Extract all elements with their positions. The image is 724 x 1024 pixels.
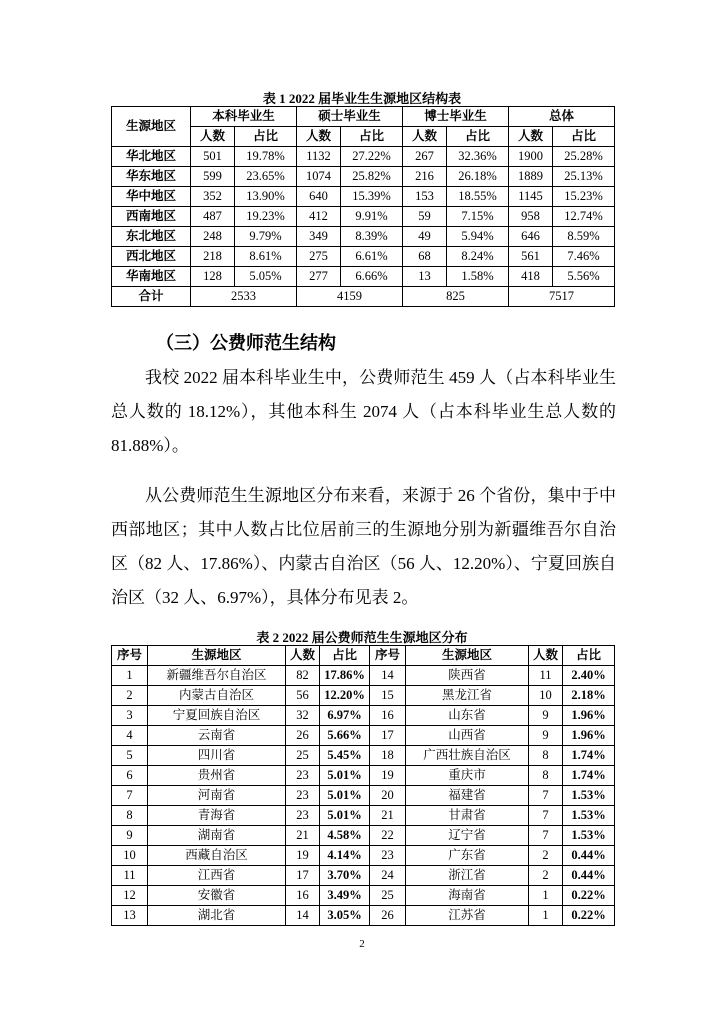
total-row: [112, 287, 615, 307]
ratio-cell: 2.40%: [563, 666, 615, 686]
table-row: [112, 746, 615, 766]
count-cell: 1889: [509, 167, 553, 187]
region-cell: 重庆市: [406, 766, 529, 786]
count-cell: 59: [403, 207, 447, 227]
ratio-cell: 15.23%: [553, 187, 615, 207]
ratio-cell: 13.90%: [235, 187, 297, 207]
no-cell: 25: [370, 886, 406, 906]
ratio-cell: 12.20%: [320, 686, 370, 706]
no-cell: 13: [112, 906, 148, 926]
count-cell: 501: [191, 147, 235, 167]
region-cell: 西藏自治区: [148, 846, 286, 866]
region-cell: 山西省: [406, 726, 529, 746]
ratio-cell: 19.23%: [235, 207, 297, 227]
no-cell: 15: [370, 686, 406, 706]
ratio-cell: 18.55%: [447, 187, 509, 207]
count-cell: 9: [529, 726, 563, 746]
region-cell: 广西壮族自治区: [406, 746, 529, 766]
ratio-cell: 25.28%: [553, 147, 615, 167]
count-cell: 640: [297, 187, 341, 207]
count-cell: 1132: [297, 147, 341, 167]
header-group: 博士毕业生: [403, 107, 509, 127]
region-cell: 广东省: [406, 846, 529, 866]
ratio-cell: 8.39%: [341, 227, 403, 247]
count-cell: 23: [286, 786, 320, 806]
ratio-cell: 5.01%: [320, 786, 370, 806]
header-ratio: 占比: [341, 127, 403, 147]
no-cell: 20: [370, 786, 406, 806]
count-cell: 599: [191, 167, 235, 187]
count-cell: 1145: [509, 187, 553, 207]
ratio-cell: 5.56%: [553, 267, 615, 287]
header-ratio: 占比: [447, 127, 509, 147]
header-region: 生源地区: [406, 646, 529, 666]
count-cell: 8: [529, 766, 563, 786]
count-cell: 418: [509, 267, 553, 287]
region-cell: 浙江省: [406, 866, 529, 886]
region-cell: 四川省: [148, 746, 286, 766]
paragraph: 我校 2022 届本科毕业生中，公费师范生 459 人（占本科毕业生总人数的 18.12%），其他本科生 2074 人（占本科毕业生总人数的 81.88%）。: [111, 368, 616, 455]
count-cell: 16: [286, 886, 320, 906]
no-cell: 7: [112, 786, 148, 806]
region-cell: 青海省: [148, 806, 286, 826]
table-row: [112, 207, 615, 227]
count-cell: 248: [191, 227, 235, 247]
count-cell: 26: [286, 726, 320, 746]
total-value: 825: [403, 287, 509, 307]
no-cell: 23: [370, 846, 406, 866]
count-cell: 1074: [297, 167, 341, 187]
header-group: 本科毕业生: [191, 107, 297, 127]
count-cell: 2: [529, 866, 563, 886]
ratio-cell: 7.15%: [447, 207, 509, 227]
no-cell: 10: [112, 846, 148, 866]
count-cell: 1: [529, 886, 563, 906]
paragraph: 从公费师范生生源地区分布来看，来源于 26 个省份，集中于中西部地区；其中人数占比位居前三的生源地分别为新疆维吾尔自治区（82 人、17.86%）、内蒙古自治区（56 人、12.20%）、宁夏回族自治区（32 人、6.97%），具体分布见表 2。: [111, 486, 616, 607]
count-cell: 153: [403, 187, 447, 207]
no-cell: 9: [112, 826, 148, 846]
region-cell: 湖北省: [148, 906, 286, 926]
table-row: [112, 247, 615, 267]
ratio-cell: 2.18%: [563, 686, 615, 706]
no-cell: 6: [112, 766, 148, 786]
region-cell: 河南省: [148, 786, 286, 806]
no-cell: 19: [370, 766, 406, 786]
ratio-cell: 1.74%: [563, 746, 615, 766]
count-cell: 23: [286, 806, 320, 826]
ratio-cell: 6.61%: [341, 247, 403, 267]
count-cell: 49: [403, 227, 447, 247]
ratio-cell: 5.01%: [320, 766, 370, 786]
region-cell: 华东地区: [112, 167, 191, 187]
ratio-cell: 8.24%: [447, 247, 509, 267]
count-cell: 23: [286, 766, 320, 786]
count-cell: 218: [191, 247, 235, 267]
region-cell: 陕西省: [406, 666, 529, 686]
no-cell: 3: [112, 706, 148, 726]
ratio-cell: 4.58%: [320, 826, 370, 846]
ratio-cell: 6.97%: [320, 706, 370, 726]
ratio-cell: 9.91%: [341, 207, 403, 227]
ratio-cell: 1.96%: [563, 706, 615, 726]
count-cell: 7: [529, 786, 563, 806]
ratio-cell: 1.53%: [563, 806, 615, 826]
no-cell: 14: [370, 666, 406, 686]
count-cell: 8: [529, 746, 563, 766]
ratio-cell: 0.22%: [563, 886, 615, 906]
header-no: 序号: [112, 646, 148, 666]
region-cell: 内蒙古自治区: [148, 686, 286, 706]
no-cell: 12: [112, 886, 148, 906]
ratio-cell: 6.66%: [341, 267, 403, 287]
count-cell: 82: [286, 666, 320, 686]
count-cell: 19: [286, 846, 320, 866]
count-cell: 7: [529, 806, 563, 826]
count-cell: 10: [529, 686, 563, 706]
ratio-cell: 1.96%: [563, 726, 615, 746]
ratio-cell: 3.05%: [320, 906, 370, 926]
no-cell: 11: [112, 866, 148, 886]
header-ratio: 占比: [553, 127, 615, 147]
count-cell: 958: [509, 207, 553, 227]
table-row: [112, 866, 615, 886]
region-cell: 新疆维吾尔自治区: [148, 666, 286, 686]
count-cell: 13: [403, 267, 447, 287]
region-cell: 江西省: [148, 866, 286, 886]
ratio-cell: 5.45%: [320, 746, 370, 766]
table1-caption: 表 1 2022 届毕业生生源地区结构表: [262, 91, 462, 106]
header-group: 硕士毕业生: [297, 107, 403, 127]
ratio-cell: 26.18%: [447, 167, 509, 187]
ratio-cell: 32.36%: [447, 147, 509, 167]
normal-student-region-table: [111, 645, 615, 926]
count-cell: 412: [297, 207, 341, 227]
region-cell: 江苏省: [406, 906, 529, 926]
header-count: 人数: [509, 127, 553, 147]
no-cell: 18: [370, 746, 406, 766]
region-cell: 安徽省: [148, 886, 286, 906]
no-cell: 22: [370, 826, 406, 846]
region-cell: 云南省: [148, 726, 286, 746]
count-cell: 2: [529, 846, 563, 866]
section-heading: （三）公费师范生结构: [156, 333, 336, 353]
ratio-cell: 3.49%: [320, 886, 370, 906]
ratio-cell: 17.86%: [320, 666, 370, 686]
region-cell: 海南省: [406, 886, 529, 906]
region-cell: 福建省: [406, 786, 529, 806]
header-count: 人数: [286, 646, 320, 666]
count-cell: 1900: [509, 147, 553, 167]
count-cell: 1: [529, 906, 563, 926]
table-row: [112, 826, 615, 846]
region-cell: 黑龙江省: [406, 686, 529, 706]
no-cell: 24: [370, 866, 406, 886]
count-cell: 11: [529, 666, 563, 686]
region-cell: 西北地区: [112, 247, 191, 267]
region-cell: 湖南省: [148, 826, 286, 846]
table-row: [112, 167, 615, 187]
region-cell: 甘肃省: [406, 806, 529, 826]
ratio-cell: 0.44%: [563, 866, 615, 886]
count-cell: 21: [286, 826, 320, 846]
no-cell: 17: [370, 726, 406, 746]
table-row: [112, 147, 615, 167]
count-cell: 9: [529, 706, 563, 726]
no-cell: 2: [112, 686, 148, 706]
count-cell: 275: [297, 247, 341, 267]
header-no: 序号: [370, 646, 406, 666]
ratio-cell: 5.05%: [235, 267, 297, 287]
region-cell: 华中地区: [112, 187, 191, 207]
count-cell: 128: [191, 267, 235, 287]
ratio-cell: 23.65%: [235, 167, 297, 187]
total-value: 7517: [509, 287, 615, 307]
ratio-cell: 1.53%: [563, 826, 615, 846]
ratio-cell: 0.44%: [563, 846, 615, 866]
header-region: 生源地区: [148, 646, 286, 666]
region-cell: 西南地区: [112, 207, 191, 227]
header-ratio: 占比: [563, 646, 615, 666]
total-value: 4159: [297, 287, 403, 307]
ratio-cell: 7.46%: [553, 247, 615, 267]
count-cell: 349: [297, 227, 341, 247]
page-number: 2: [359, 938, 365, 950]
count-cell: 352: [191, 187, 235, 207]
region-cell: 华南地区: [112, 267, 191, 287]
count-cell: 7: [529, 826, 563, 846]
table-row: [112, 846, 615, 866]
count-cell: 561: [509, 247, 553, 267]
count-cell: 267: [403, 147, 447, 167]
region-cell: 辽宁省: [406, 826, 529, 846]
ratio-cell: 5.66%: [320, 726, 370, 746]
count-cell: 17: [286, 866, 320, 886]
ratio-cell: 5.94%: [447, 227, 509, 247]
count-cell: 68: [403, 247, 447, 267]
header-group: 总体: [509, 107, 615, 127]
table-row: [112, 686, 615, 706]
no-cell: 21: [370, 806, 406, 826]
no-cell: 26: [370, 906, 406, 926]
table-row: [112, 806, 615, 826]
header-ratio: 占比: [235, 127, 297, 147]
ratio-cell: 12.74%: [553, 207, 615, 227]
count-cell: 487: [191, 207, 235, 227]
header-count: 人数: [403, 127, 447, 147]
table-row: [112, 227, 615, 247]
region-cell: 华北地区: [112, 147, 191, 167]
header-region: 生源地区: [112, 107, 191, 147]
ratio-cell: 0.22%: [563, 906, 615, 926]
no-cell: 4: [112, 726, 148, 746]
header-count: 人数: [191, 127, 235, 147]
total-value: 2533: [191, 287, 297, 307]
ratio-cell: 8.61%: [235, 247, 297, 267]
table-row: [112, 706, 615, 726]
ratio-cell: 27.22%: [341, 147, 403, 167]
ratio-cell: 25.82%: [341, 167, 403, 187]
ratio-cell: 4.14%: [320, 846, 370, 866]
ratio-cell: 1.58%: [447, 267, 509, 287]
table-row: [112, 766, 615, 786]
count-cell: 277: [297, 267, 341, 287]
no-cell: 1: [112, 666, 148, 686]
table-row: [112, 187, 615, 207]
table-row: [112, 906, 615, 926]
no-cell: 8: [112, 806, 148, 826]
ratio-cell: 5.01%: [320, 806, 370, 826]
region-cell: 东北地区: [112, 227, 191, 247]
region-cell: 山东省: [406, 706, 529, 726]
count-cell: 25: [286, 746, 320, 766]
table-row: [112, 886, 615, 906]
total-label: 合计: [112, 287, 191, 307]
table-row: [112, 726, 615, 746]
count-cell: 216: [403, 167, 447, 187]
ratio-cell: 19.78%: [235, 147, 297, 167]
ratio-cell: 25.13%: [553, 167, 615, 187]
no-cell: 16: [370, 706, 406, 726]
count-cell: 56: [286, 686, 320, 706]
region-cell: 宁夏回族自治区: [148, 706, 286, 726]
table2-caption: 表 2 2022 届公费师范生生源地区分布: [256, 630, 468, 645]
ratio-cell: 9.79%: [235, 227, 297, 247]
ratio-cell: 15.39%: [341, 187, 403, 207]
table-row: [112, 666, 615, 686]
region-cell: 贵州省: [148, 766, 286, 786]
header-count: 人数: [529, 646, 563, 666]
table-row: [112, 786, 615, 806]
ratio-cell: 8.59%: [553, 227, 615, 247]
ratio-cell: 1.53%: [563, 786, 615, 806]
ratio-cell: 1.74%: [563, 766, 615, 786]
region-structure-table: [111, 106, 615, 307]
header-ratio: 占比: [320, 646, 370, 666]
header-count: 人数: [297, 127, 341, 147]
count-cell: 32: [286, 706, 320, 726]
table-row: [112, 267, 615, 287]
count-cell: 14: [286, 906, 320, 926]
ratio-cell: 3.70%: [320, 866, 370, 886]
no-cell: 5: [112, 746, 148, 766]
count-cell: 646: [509, 227, 553, 247]
